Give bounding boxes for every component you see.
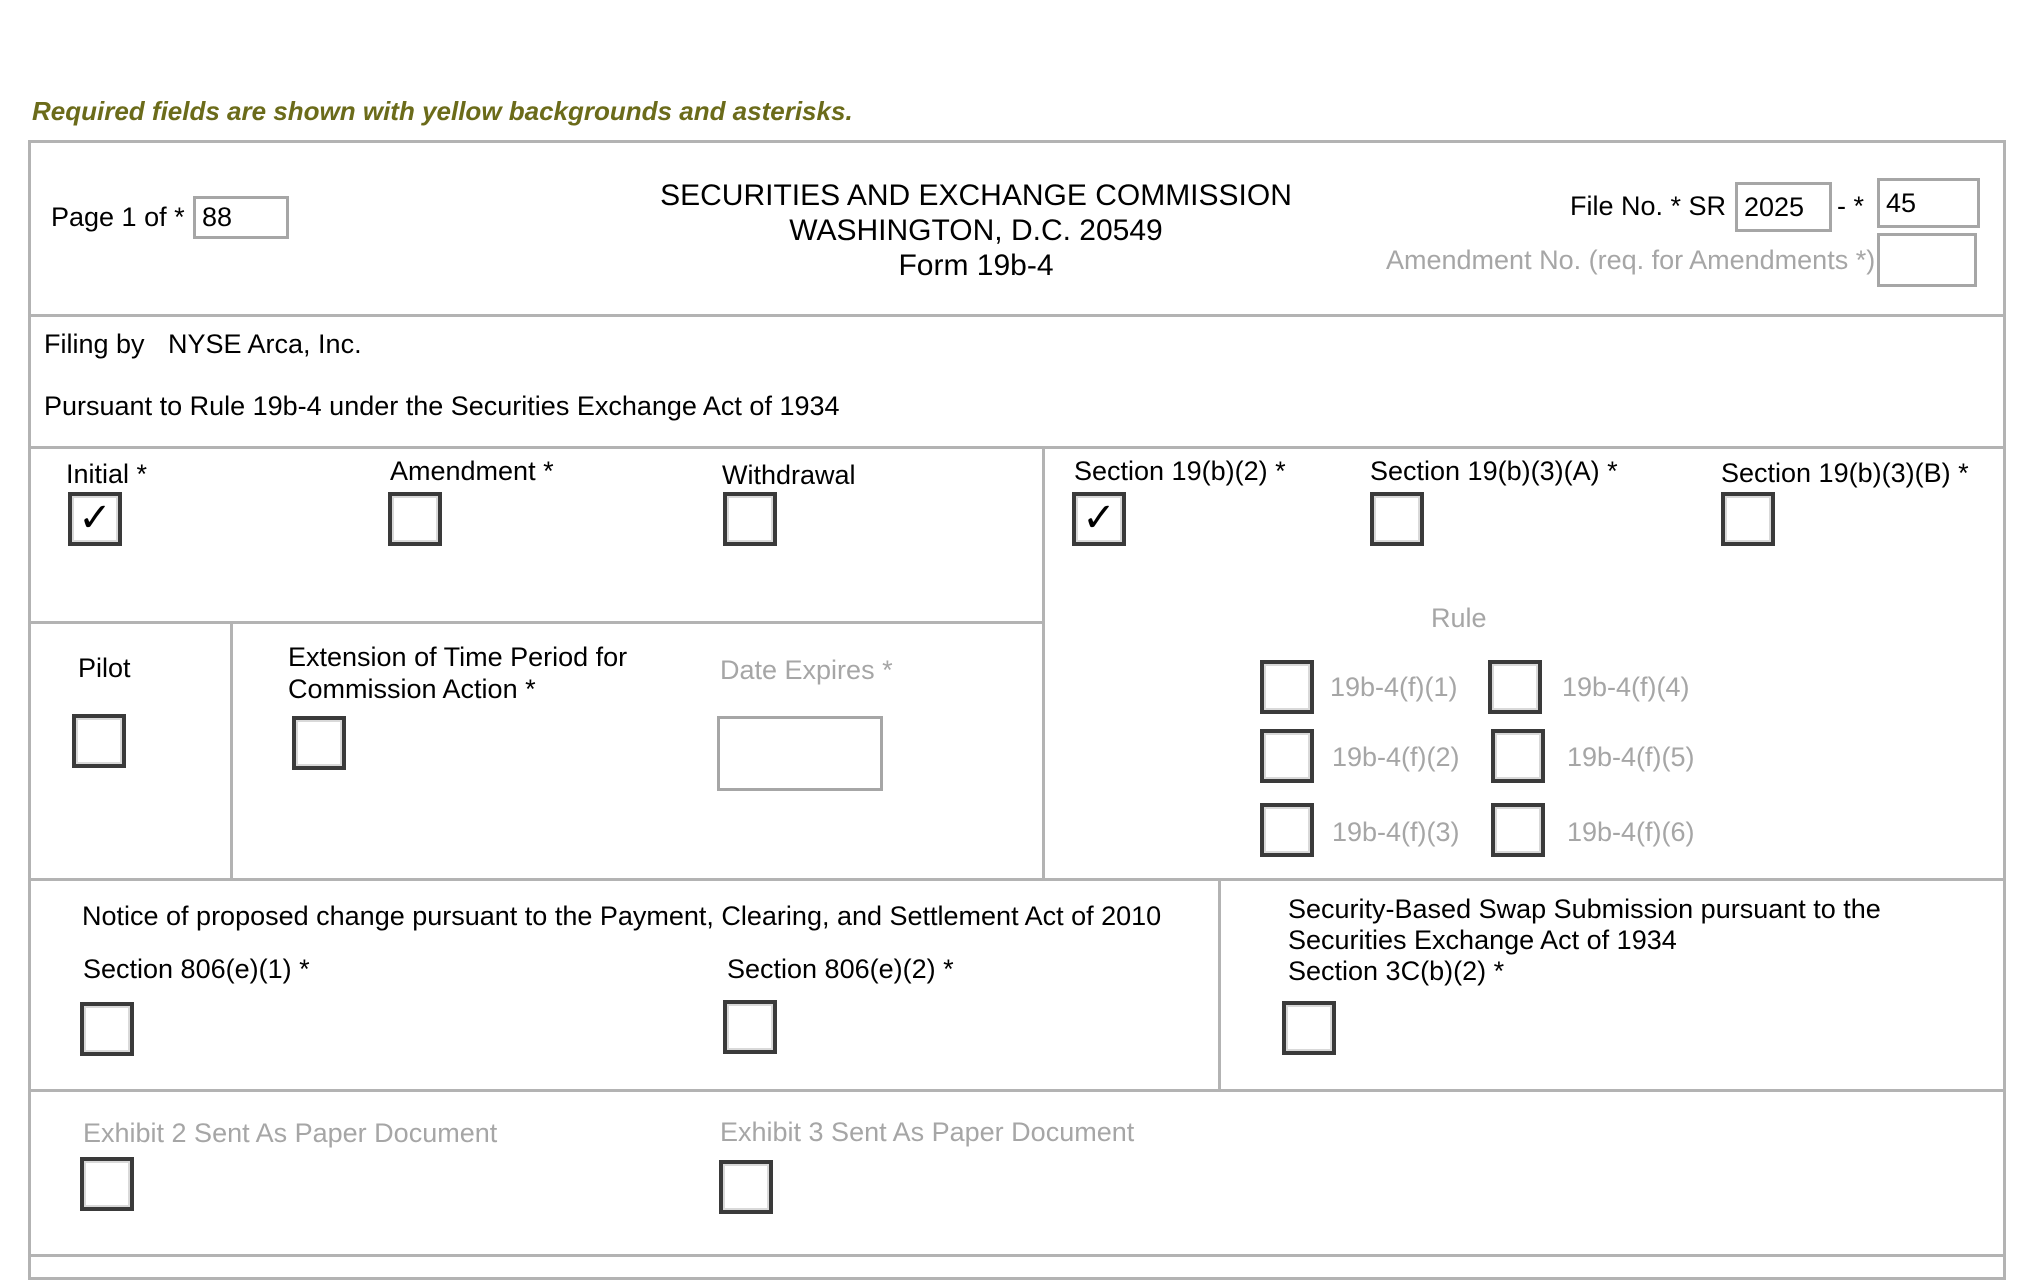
form-frame [28, 140, 2006, 1280]
page-title [560, 178, 1392, 283]
page-label: Page 1 of * [51, 202, 185, 232]
rule-f1-label: 19b-4(f)(1) [1330, 672, 1458, 702]
exhibit-3-label: Exhibit 3 Sent As Paper Document [720, 1117, 1135, 1147]
payment-notice: Notice of proposed change pursuant to the Payment, Clearing, and Settlement Act of 2010 [82, 901, 1162, 931]
rule-f6-checkbox[interactable] [1491, 803, 1545, 857]
divider [230, 621, 233, 880]
swap-line-3: Section 3C(b)(2) * [1288, 956, 1505, 986]
date-expires-input[interactable] [717, 716, 883, 791]
rule-f5-checkbox[interactable] [1491, 729, 1545, 783]
rule-f6-label: 19b-4(f)(6) [1567, 817, 1695, 847]
section-19b3b-checkbox[interactable] [1721, 492, 1775, 546]
rule-f3-label: 19b-4(f)(3) [1332, 817, 1460, 847]
divider [28, 878, 2006, 881]
rule-f2-label: 19b-4(f)(2) [1332, 742, 1460, 772]
filing-by-label: Filing by [44, 329, 145, 359]
extension-label-line-1: Extension of Time Period for [288, 642, 628, 672]
section-19b3b-label: Section 19(b)(3)(B) * [1721, 458, 1969, 488]
required-fields-notice: Required fields are shown with yellow backgrounds and asterisks. [32, 96, 853, 126]
swap-submission-label [1288, 894, 1881, 987]
file-number-input[interactable] [1877, 178, 1980, 228]
section-806e1-label: Section 806(e)(1) * [83, 954, 310, 984]
date-expires-label: Date Expires * [720, 655, 893, 685]
rule-f5-label: 19b-4(f)(5) [1567, 742, 1695, 772]
rule-label: Rule [1431, 603, 1487, 633]
section-19b2-checkbox[interactable]: ✓ [1072, 492, 1126, 546]
section-19b3a-checkbox[interactable] [1370, 492, 1424, 546]
extension-label [288, 641, 627, 705]
exhibit-2-checkbox[interactable] [80, 1157, 134, 1211]
file-year-input[interactable] [1735, 182, 1832, 232]
rule-f2-checkbox[interactable] [1260, 729, 1314, 783]
divider [28, 446, 2006, 449]
file-no-label: File No. * SR [1570, 191, 1727, 221]
extension-label-line-2: Commission Action * [288, 674, 536, 704]
rule-f3-checkbox[interactable] [1260, 803, 1314, 857]
withdrawal-checkbox[interactable] [723, 492, 777, 546]
rule-f1-checkbox[interactable] [1260, 660, 1314, 714]
file-separator: - * [1837, 191, 1864, 221]
amendment-no-input[interactable] [1877, 233, 1977, 287]
section-3cb2-checkbox[interactable] [1282, 1001, 1336, 1055]
pilot-checkbox[interactable] [72, 714, 126, 768]
swap-line-2: Securities Exchange Act of 1934 [1288, 925, 1677, 955]
page-total-input[interactable] [193, 196, 289, 239]
divider [1218, 878, 1221, 1091]
section-19b3a-label: Section 19(b)(3)(A) * [1370, 456, 1618, 486]
exhibit-3-checkbox[interactable] [719, 1160, 773, 1214]
divider [28, 1254, 2006, 1257]
divider [28, 1089, 2006, 1092]
pursuant-text: Pursuant to Rule 19b-4 under the Securities Exchange Act of 1934 [44, 391, 840, 421]
section-19b2-label: Section 19(b)(2) * [1074, 456, 1286, 486]
title-line-1: SECURITIES AND EXCHANGE COMMISSION [660, 179, 1292, 212]
title-line-2: WASHINGTON, D.C. 20549 [789, 214, 1163, 247]
swap-line-1: Security-Based Swap Submission pursuant to the [1288, 894, 1881, 924]
section-806e2-label: Section 806(e)(2) * [727, 954, 954, 984]
pilot-label: Pilot [78, 653, 131, 683]
filer-name: NYSE Arca, Inc. [168, 329, 362, 359]
amendment-no-label: Amendment No. (req. for Amendments *) [1386, 245, 1876, 275]
initial-checkbox[interactable]: ✓ [68, 492, 122, 546]
divider [1042, 446, 1045, 880]
withdrawal-label: Withdrawal [722, 460, 856, 490]
section-806e1-checkbox[interactable] [80, 1002, 134, 1056]
section-806e2-checkbox[interactable] [723, 1000, 777, 1054]
amendment-label: Amendment * [390, 456, 554, 486]
rule-f4-label: 19b-4(f)(4) [1562, 672, 1690, 702]
rule-f4-checkbox[interactable] [1488, 660, 1542, 714]
divider [28, 621, 1044, 624]
amendment-checkbox[interactable] [388, 492, 442, 546]
divider [28, 314, 2006, 317]
exhibit-2-label: Exhibit 2 Sent As Paper Document [83, 1118, 498, 1148]
initial-label: Initial * [66, 459, 148, 489]
extension-checkbox[interactable] [292, 716, 346, 770]
title-line-3: Form 19b-4 [898, 249, 1054, 282]
